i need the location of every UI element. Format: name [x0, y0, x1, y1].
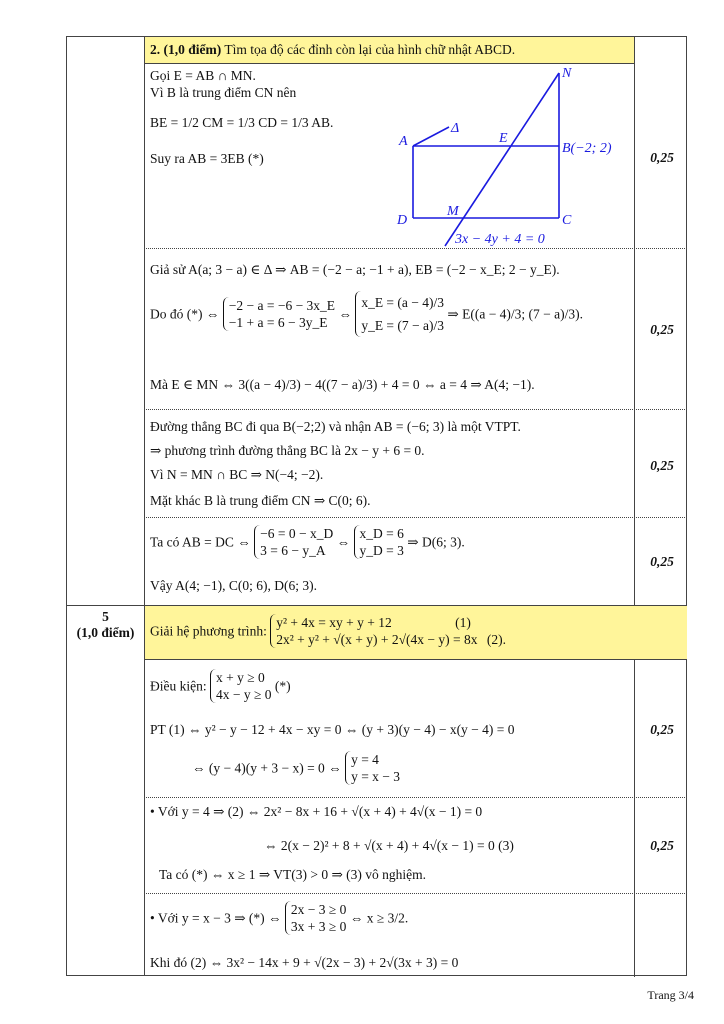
q5-pt2-system — [345, 751, 400, 785]
q5-c1-line-1: • Với y = 4 ⇒ (2) ⇔ 2x² − 8x + 16 + √(x + 4) + 4√(x − 1) = 0 — [150, 804, 483, 819]
s2-system-1 — [223, 297, 335, 331]
score-4: 0,25 — [650, 554, 674, 569]
q5-c2-line-2: Khi đó (2) ⇔ 3x² − 14x + 9 + √(2x − 3) + 2√(3x + 3) = 0 — [150, 955, 459, 970]
label-delta: Δ — [451, 121, 460, 136]
q5-dk-tag: (*) — [274, 678, 291, 694]
q5-header-prefix: Giải hệ phương trình: — [150, 623, 267, 639]
q5-c2-line-1 — [150, 901, 408, 935]
label-A: A — [399, 134, 408, 149]
q5-system — [270, 614, 506, 648]
q5-dk-b: 4x − y ≥ 0 — [216, 687, 272, 702]
label-C: C — [562, 213, 572, 228]
s1-line-3-eq: 1/2 CM = 1/3 CD = 1/3 AB. — [181, 115, 334, 130]
s1-line-3 — [150, 115, 333, 131]
q5-header — [150, 614, 506, 648]
s2-suffix: ⇒ E((a − 4)/3; (7 − a)/3). — [447, 306, 584, 322]
s1-line-4: Suy ra AB = 3EB (*) — [150, 151, 264, 166]
label-line-eq: 3x − 4y + 4 = 0 — [455, 232, 545, 247]
s4-system-1 — [254, 525, 333, 559]
s2-sys2-a: x_E = (a − 4)/3 — [361, 295, 445, 310]
s1-line-2: Vì B là trung điểm CN nên — [150, 85, 297, 100]
q5-pt1: PT (1) ⇔ y² − y − 12 + 4x − xy = 0 ⇔ (y + 3)(y − 4) − x(y − 4) = 0 — [150, 722, 515, 737]
s4-prefix: Ta có AB = DC ⇔ — [150, 534, 251, 550]
s2-sys2-b: y_E = (7 − a)/3 — [361, 318, 445, 333]
s3-line-4: Mặt khác B là trung điểm CN ⇒ C(0; 6). — [150, 493, 371, 508]
s3-line-2: ⇒ phương trình đường thẳng BC là 2x − y + 6 = 0. — [150, 443, 425, 458]
s2-sys1-a: −2 − a = −6 − 3x_E — [228, 298, 336, 313]
s2-line-1: Giả sử A(a; 3 − a) ∈ Δ ⇒ AB = (−2 − a; −1 + a), EB = (−2 − x_E; 2 − y_E). — [150, 262, 560, 277]
s4-suffix: ⇒ D(6; 3). — [407, 534, 465, 550]
label-D: D — [397, 213, 408, 228]
s4-line-2: Vậy A(4; −1), C(0; 6), D(6; 3). — [150, 578, 317, 593]
score-5: 0,25 — [650, 722, 674, 737]
q5-c1-line-2: ⇔ 2(x − 2)² + 8 + √(x + 4) + 4√(x − 1) = 0 (3) — [264, 838, 514, 853]
label-B: B(−2; 2) — [562, 141, 612, 156]
score-1: 0,25 — [650, 150, 674, 165]
label-E: E — [499, 131, 508, 146]
page-footer: Trang 3/4 — [647, 988, 694, 1002]
s3-line-3: Vì N = MN ∩ BC ⇒ N(−4; −2). — [150, 467, 324, 482]
s2-system-2 — [355, 291, 444, 337]
score-6: 0,25 — [650, 838, 674, 853]
q5-eq-1 — [276, 614, 506, 631]
line-nm — [445, 73, 559, 246]
q5-c2-prefix: • Với y = x − 3 ⇒ (*) ⇔ — [150, 910, 282, 926]
q5-pt2-text: ⇔ (y − 4)(y + 3 − x) = 0 ⇔ — [192, 760, 342, 776]
q5-pt2 — [192, 751, 400, 785]
s4-sys2-a: x_D = 6 — [359, 526, 404, 541]
q5-c2-system — [285, 901, 347, 935]
q5-c2-suffix: ⇔ x ≥ 3/2. — [349, 910, 409, 926]
label-N: N — [562, 66, 572, 81]
s4-system-2 — [354, 525, 404, 559]
q5-eq1-tag: (1) — [455, 615, 471, 630]
s2-sys1-b: −1 + a = 6 − 3y_E — [228, 315, 328, 330]
score-2: 0,25 — [650, 322, 674, 337]
label-M: M — [447, 204, 459, 219]
part2-header-bold: 2. (1,0 điểm) — [150, 42, 222, 57]
q5-c2-a: 2x − 3 ≥ 0 — [290, 902, 347, 917]
q5-c1-line-3: Ta có (*) ⇔ x ≥ 1 ⇒ VT(3) > 0 ⇒ (3) vô nghiệm. — [159, 867, 427, 882]
s2-line-3: Mà E ∈ MN ⇔ 3((a − 4)/3) − 4((7 − a)/3) + 4 = 0 ⇔ a = 4 ⇒ A(4; −1). — [150, 377, 535, 392]
score-3: 0,25 — [650, 458, 674, 473]
s2-line-2: Do đó (*) ⇔ −2 − a = −6 − 3x_E −1 + a = 6 − 3y_E ⇔ x_E = (a − 4)/3 y_E = (7 − a)/3 ⇒ E((a − 4)/3; (7 − a)/3). — [150, 291, 583, 337]
q5-eq2-tag: (2). — [486, 632, 507, 647]
s4-sys1-a: −6 = 0 − x_D — [260, 526, 334, 541]
line-delta — [413, 127, 449, 146]
q5-eq1: y² + 4x = xy + y + 12 — [276, 615, 392, 630]
q5-pt2-a: y = 4 — [351, 752, 379, 767]
q5-c2-b: 3x + 3 ≥ 0 — [290, 919, 347, 934]
answer-table — [66, 36, 687, 976]
q5-eq-2 — [276, 631, 506, 648]
s1-line-3-prefix: BE = — [150, 115, 179, 130]
s3-line-1: Đường thẳng BC đi qua B(−2;2) và nhận AB = (−6; 3) là một VTPT. — [150, 419, 521, 434]
q5-dk-prefix: Điều kiện: — [150, 678, 207, 694]
q5-points: (1,0 điểm) — [76, 625, 135, 640]
q5-dk-a: x + y ≥ 0 — [216, 670, 265, 685]
q5-dk — [150, 669, 291, 703]
q5-dk-system — [210, 669, 272, 703]
s1-line-1: Gọi E = AB ∩ MN. — [150, 68, 256, 83]
s4-sys1-b: 3 = 6 − y_A — [260, 543, 326, 558]
q5-eq2: 2x² + y² + √(x + y) + 2√(4x − y) = 8x — [276, 632, 478, 647]
s2-prefix: Do đó (*) ⇔ — [150, 306, 220, 322]
q5-pt2-b: y = x − 3 — [351, 769, 401, 784]
part2-header — [150, 42, 515, 58]
q5-number: 5 — [102, 609, 109, 624]
s4-sys2-b: y_D = 3 — [359, 543, 404, 558]
s4-line-1: Ta có AB = DC ⇔ −6 = 0 − x_D 3 = 6 − y_A ⇔ x_D = 6 y_D = 3 ⇒ D(6; 3). — [150, 526, 465, 558]
part2-header-text: Tìm tọa độ các đỉnh còn lại của hình chữ nhật ABCD. — [224, 42, 516, 57]
geometry-figure — [387, 63, 634, 248]
